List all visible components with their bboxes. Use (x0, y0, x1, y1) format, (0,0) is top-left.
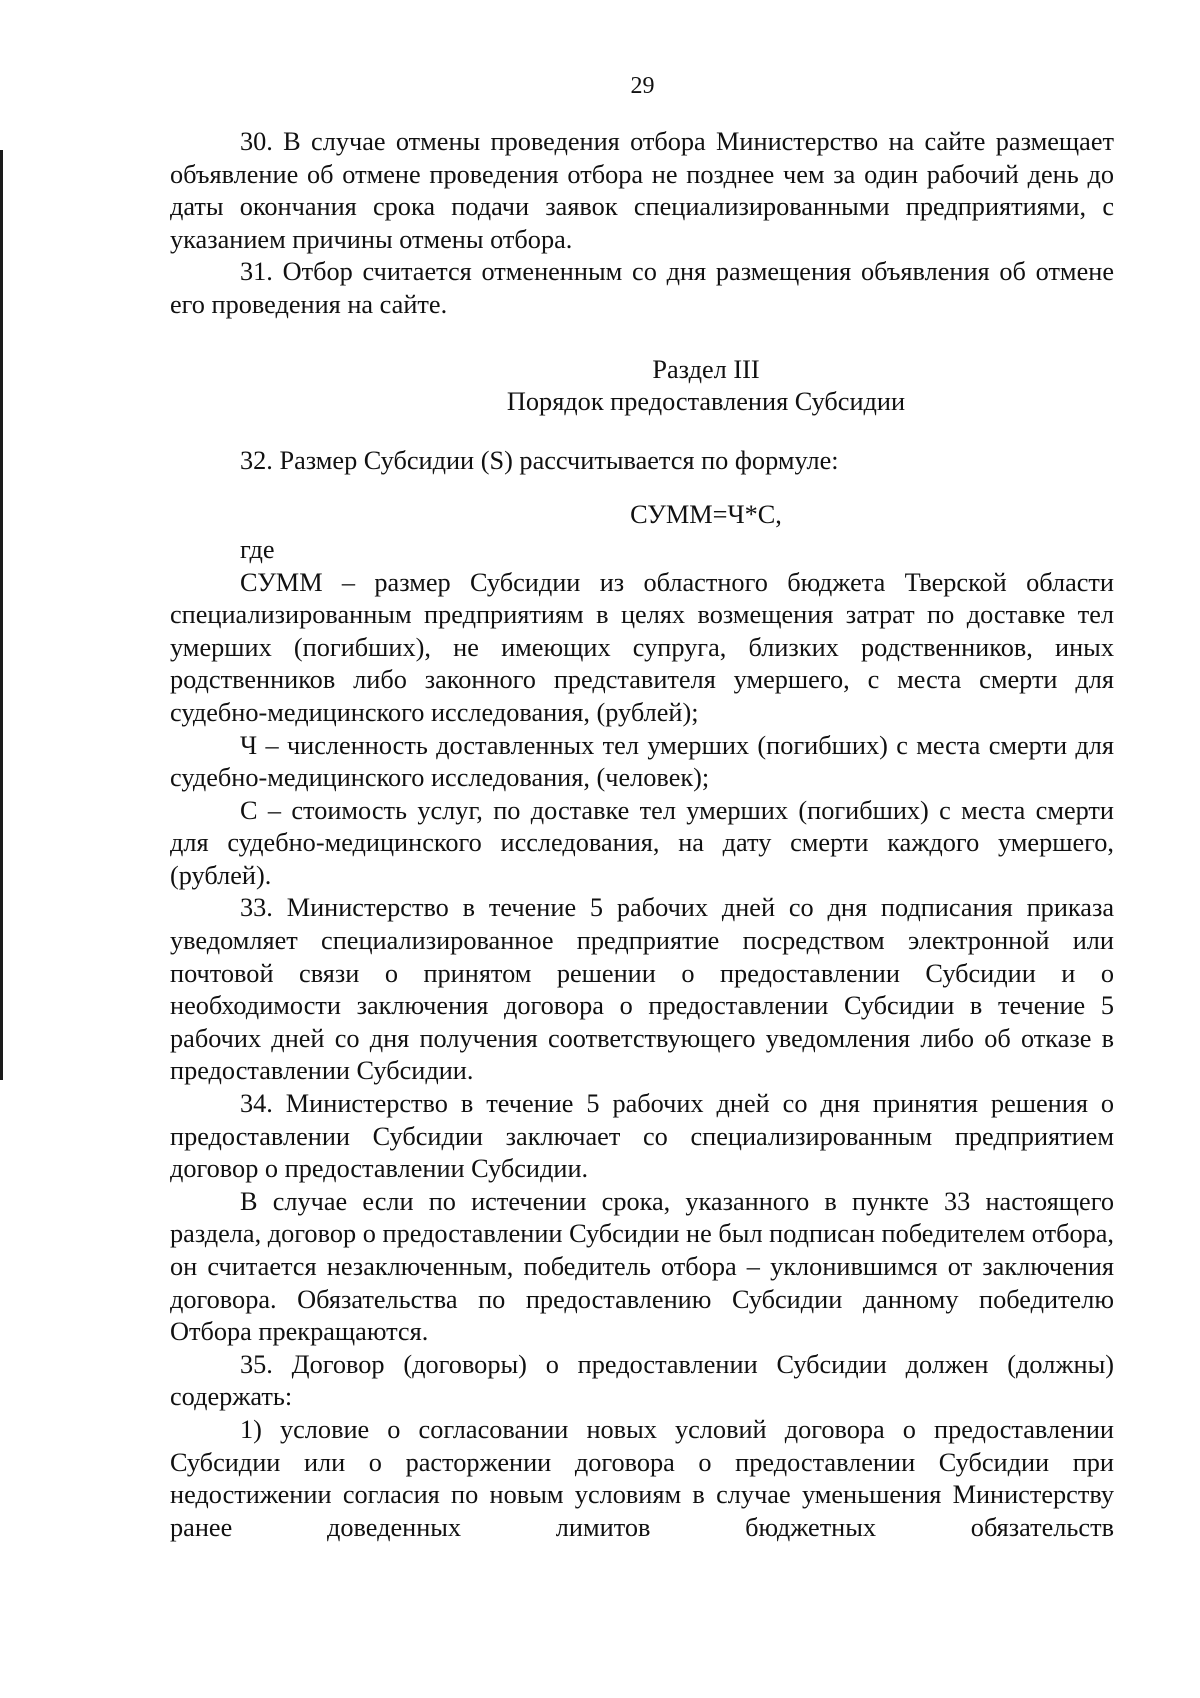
paragraph-30: 30. В случае отмены проведения отбора Министерство на сайте размещает объявление об отмене проведения отбора не позднее чем за один рабочий день до даты окончания срока подачи заявок специализированными предприятиями, с указанием причины отмены отбора. (170, 127, 1114, 254)
definition-summ: СУММ – размер Субсидии из областного бюджета Тверской области специализированным предприятиям в целях возмещения затрат по доставке тел умерших (погибших), не имеющих супруга, близких родственников, иных родственников либо законного представителя умершего, с места смерти для судебно-медицинского исследования, (рублей); (170, 567, 1114, 727)
definition-ch: Ч – численность доставленных тел умерших (погибших) с места смерти для судебно-медицинского исследования, (человек); (170, 730, 1114, 793)
page-number: 29 (630, 73, 655, 99)
paragraph-32: 32. Размер Субсидии (S) рассчитывается по формуле: (240, 445, 839, 475)
document-body (170, 126, 1114, 1544)
paragraph-33: 33. Министерство в течение 5 рабочих дней со дня подписания приказа уведомляет специализированное предприятие посредством электронной или почтовой связи о принятом решении о предоставлении Субсидии и о необходимости заключения договора о предоставлении Субсидии в течение 5 рабочих дней со дня получения соответствующего уведомления либо об отказе в предоставлении Субсидии. (170, 893, 1114, 1086)
paragraph-34: 34. Министерство в течение 5 рабочих дней со дня принятия решения о предоставлении Субсидии заключает со специализированным предприятием договор о предоставлении Субсидии. (170, 1089, 1114, 1184)
definition-s: С – стоимость услуг, по доставке тел умерших (погибших) с места смерти для судебно-медицинского исследования, на дату смерти каждого умершего, (рублей). (170, 795, 1114, 890)
section-heading (170, 354, 1114, 419)
paragraph-35: 35. Договор (договоры) о предоставлении Субсидии должен (должны) содержать: (170, 1349, 1114, 1412)
formula-where: где (240, 534, 275, 564)
section-title: Раздел III (652, 354, 760, 384)
paragraph-35-item-1: 1) условие о согласовании новых условий договора о предоставлении Субсидии или о расторжении договора о предоставлении Субсидии при недостижении согласия по новым условиям в случае уменьшения Министерству ранее доведенных лимитов бюджетных обязательств (170, 1414, 1114, 1542)
formula: СУММ=Ч*С, (630, 500, 782, 530)
scan-edge-mark (0, 150, 3, 1080)
paragraph-34-continuation: В случае если по истечении срока, указанного в пункте 33 настоящего раздела, договор о предоставлении Субсидии не был подписан победителем отбора, он считается незаключенным, победитель отбора – уклонившимся от заключения договора. Обязательства по предоставлению Субсидии данному победителю Отбора прекращаются. (170, 1186, 1114, 1347)
section-subtitle: Порядок предоставления Субсидии (506, 387, 906, 417)
paragraph-31: 31. Отбор считается отмененным со дня размещения объявления об отмене его проведения на сайте. (170, 257, 1114, 319)
